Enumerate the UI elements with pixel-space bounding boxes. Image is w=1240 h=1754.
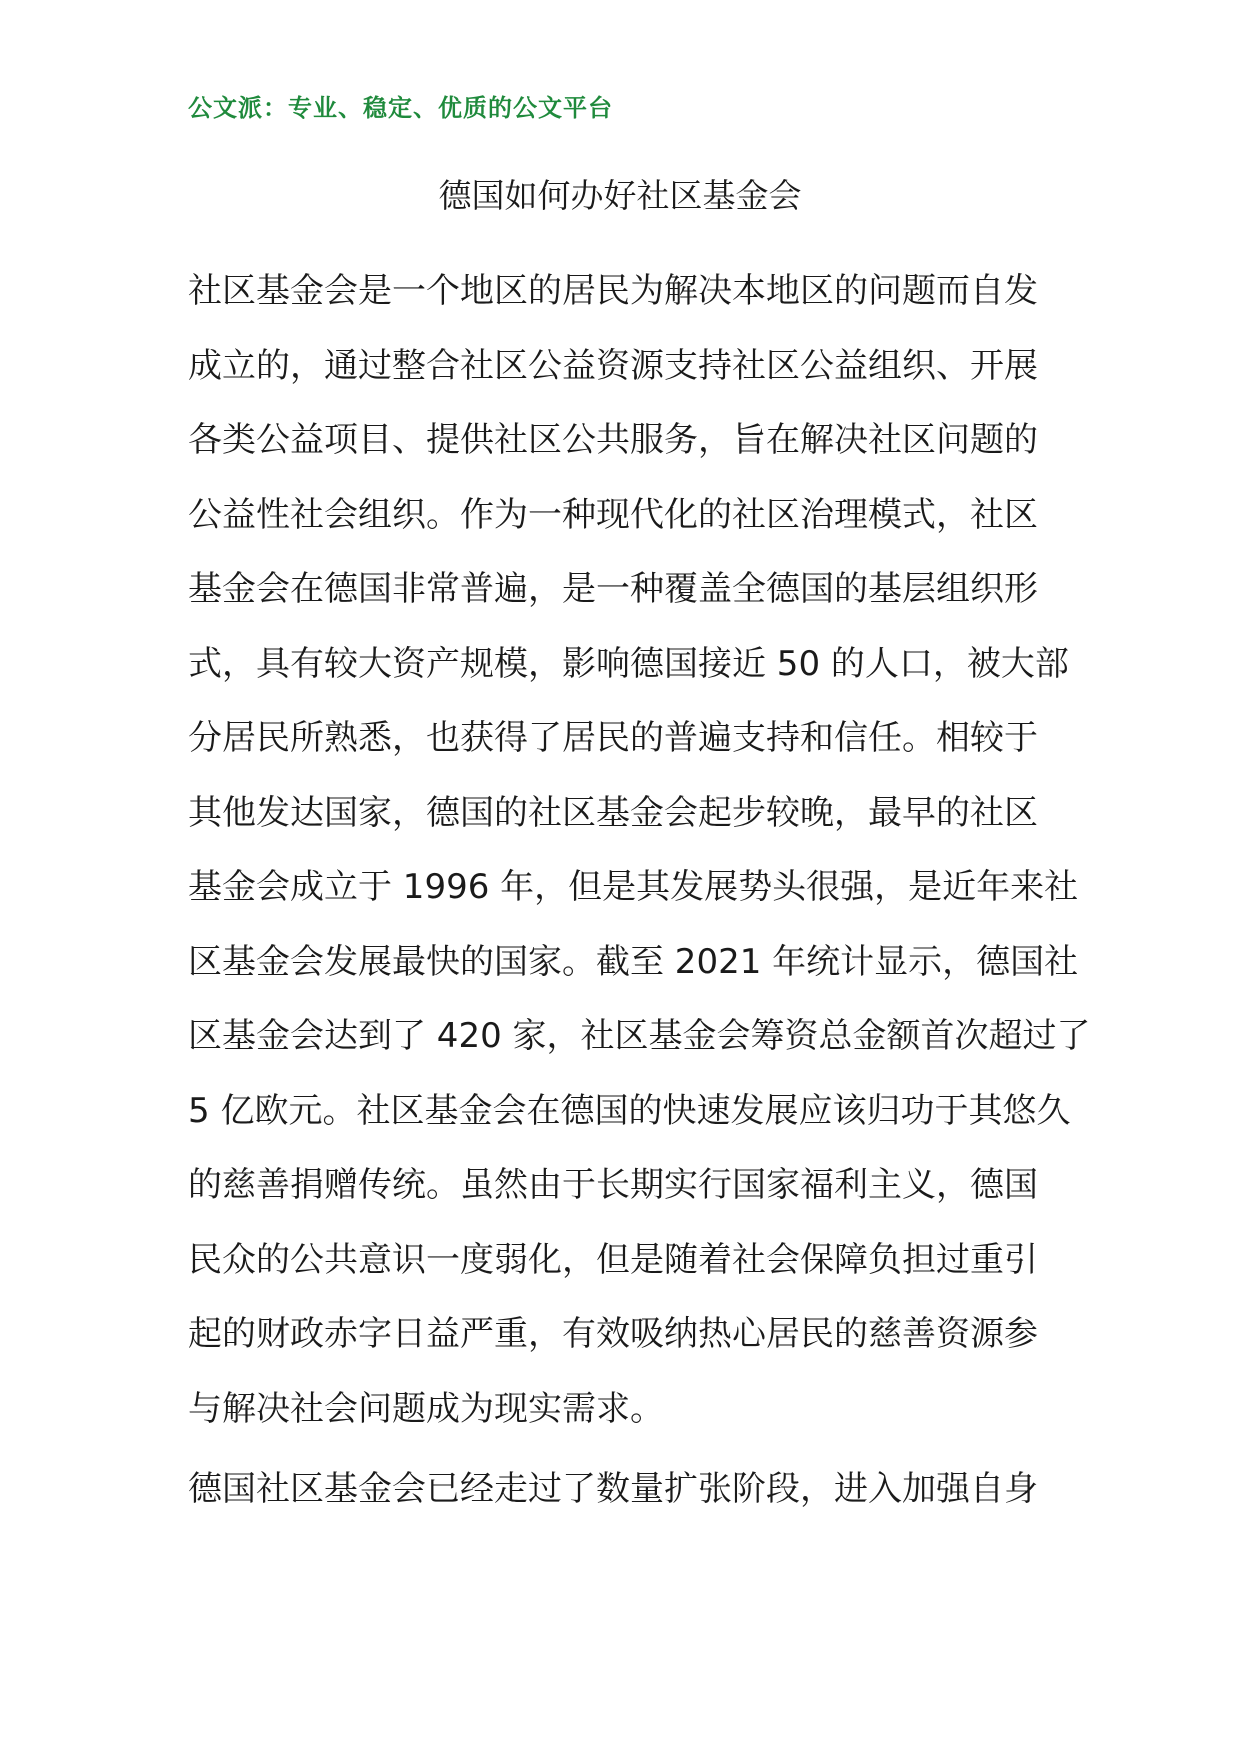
paragraph-2: [188, 1460, 1068, 1535]
paragraph-line: 各类公益项目、提供社区公共服务，旨在解决社区问题的: [188, 420, 1038, 460]
paragraph-line: 基金会在德国非常普遍，是一种覆盖全德国的基层组织形: [188, 569, 1038, 609]
paragraph-line: 区基金会达到了 420 家，社区基金会筹资总金额首次超过了: [188, 1016, 1091, 1056]
paragraph-line: 社区基金会是一个地区的居民为解决本地区的问题而自发: [188, 271, 1038, 311]
paragraph-line: 德国社区基金会已经走过了数量扩张阶段，进入加强自身: [188, 1469, 1038, 1509]
paragraph-line: 起的财政赤字日益严重，有效吸纳热心居民的慈善资源参: [188, 1314, 1038, 1354]
paragraph-line: 民众的公共意识一度弱化，但是随着社会保障负担过重引: [188, 1239, 1038, 1280]
paragraph-line: 5 亿欧元。社区基金会在德国的快速发展应该归功于其悠久: [188, 1090, 1071, 1131]
paragraph-line: 其他发达国家，德国的社区基金会起步较晚，最早的社区: [188, 792, 1038, 833]
paragraph-line: 成立的，通过整合社区公益资源支持社区公益组织、开展: [188, 345, 1038, 386]
paragraph-line: 式，具有较大资产规模，影响德国接近 50 的人口，被大部: [188, 643, 1069, 684]
paragraph-1: [188, 262, 1091, 1454]
paragraph-line: 的慈善捐赠传统。虽然由于长期实行国家福利主义，德国: [188, 1165, 1038, 1205]
paragraph-line: 基金会成立于 1996 年，但是其发展势头很强，是近年来社: [188, 867, 1079, 907]
paragraph-line: 区基金会发展最快的国家。截至 2021 年统计显示，德国社: [188, 941, 1079, 982]
paragraph-line: 与解决社会问题成为现实需求。: [188, 1388, 664, 1429]
document-title: 德国如何办好社区基金会: [438, 176, 802, 215]
paragraph-line: 公益性社会组织。作为一种现代化的社区治理模式，社区: [188, 494, 1038, 535]
paragraph-line: 分居民所熟悉，也获得了居民的普遍支持和信任。相较于: [188, 718, 1038, 758]
brand-tagline: 公文派：专业、稳定、优质的公文平台: [188, 94, 613, 122]
